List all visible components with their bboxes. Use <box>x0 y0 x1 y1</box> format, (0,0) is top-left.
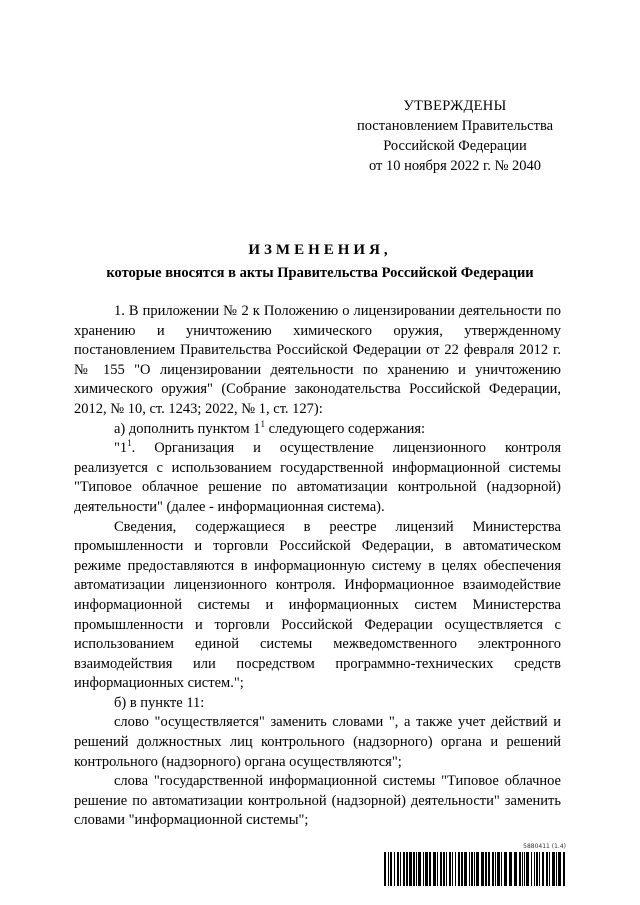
paragraph-1: 1. В приложении № 2 к Положению о лицензировании деятельности по хранению и уничтожению химического оружия, утвержденному постановлением Правительства Российской Федерации от 22 февраля 2012 г. № 155 "О лицензировании деятельности по хранению и уничтожению химического оружия" (Собрание законодательства Российской Федерации, 2012, № 10, ст. 1243; 2022, № 1, ст. 127): <box>74 303 561 417</box>
paragraph-5: б) в пункте 11: <box>114 694 205 711</box>
paragraph-3-text-a: "1 <box>114 440 128 457</box>
approval-line-1: постановлением Правительства <box>356 118 554 134</box>
barcode-stripe <box>492 852 494 886</box>
barcode-stripe <box>495 852 496 886</box>
paragraph-3 <box>74 439 561 517</box>
barcode-stripe <box>563 852 565 886</box>
barcode-stripe <box>400 852 401 886</box>
barcode-stripe <box>488 852 490 886</box>
approval-line-3: от 10 ноября 2022 г. № 2040 <box>368 158 542 174</box>
paragraph-2-superscript: 1 <box>260 418 265 429</box>
barcode-stripe <box>476 852 479 886</box>
barcode-stripe <box>501 852 502 886</box>
barcode-stripe <box>416 852 417 886</box>
approval-title: УТВЕРЖДЕНЫ <box>403 98 507 114</box>
paragraph-4: Сведения, содержащиеся в реестре лицензий Министерства промышленности и торговли Российской Федерации, в автоматическом режиме предоставляются в информационную систему в целях обеспечения автоматизации лицензионного контроля. Информационное взаимодействие информационной системы и информационных систем Министерства промышленности и торговли Российской Федерации осуществляется с использованием единой системы межведомственного электронного взаимодействия или посредством программно-технических средств информационных систем."; <box>74 518 561 692</box>
barcode-stripe <box>429 852 431 886</box>
barcode-image <box>384 852 566 886</box>
barcode-stripe <box>531 852 532 886</box>
barcode-stripe <box>464 852 467 886</box>
barcode-stripe <box>388 852 389 886</box>
barcode-stripe <box>425 852 428 886</box>
barcode-stripe <box>504 852 507 886</box>
barcode-stripe <box>471 852 473 886</box>
paragraph-6: слово "осуществляется" заменить словами ", а также учет действий и решений должностных лиц контрольного (надзорного) органа и решений контрольного (надзорного) органа осуществляются"; <box>74 714 561 770</box>
approval-block <box>340 96 570 176</box>
barcode-stripe <box>536 852 538 886</box>
barcode-stripe <box>440 852 442 886</box>
barcode-stripe <box>423 852 424 886</box>
barcode-stripe <box>403 852 405 886</box>
barcode-stripe <box>552 852 555 886</box>
barcode-stripe <box>485 852 487 886</box>
barcode-stripe <box>397 852 399 886</box>
barcode-stripe <box>418 852 421 886</box>
barcode-stripe <box>509 852 512 886</box>
barcode-block <box>384 843 566 889</box>
barcode-stripe <box>433 852 436 886</box>
barcode-stripe <box>556 852 557 886</box>
barcode-stripe <box>526 852 529 886</box>
paragraph-2-text-b: следующего содержания: <box>264 420 426 437</box>
barcode-stripe <box>519 852 521 886</box>
barcode-stripe <box>390 852 392 886</box>
barcode-stripe <box>481 852 484 886</box>
barcode-stripe <box>452 852 453 886</box>
barcode-stripe <box>409 852 412 886</box>
paragraph-3-superscript: 1 <box>127 438 132 449</box>
document-title: ИЗМЕНЕНИЯ, <box>248 242 392 258</box>
barcode-stripe <box>558 852 561 886</box>
barcode-stripe <box>542 852 544 886</box>
barcode-stripe <box>449 852 451 886</box>
barcode-stripe <box>443 852 445 886</box>
paragraph-7: слова "государственной информационной системы "Типовое облачное решение по автоматизации контрольной (надзорной) деятельности" заменить словами "информационной системы"; <box>74 773 561 829</box>
barcode-stripe <box>549 852 550 886</box>
paragraph-2-text-a: а) дополнить пунктом 1 <box>114 420 261 437</box>
document-body <box>74 302 561 831</box>
barcode-stripe <box>461 852 463 886</box>
paragraph-3-text-b: . Организация и осуществление лицензионного контроля реализуется с использованием государственной информационной системы "Типовое облачное решение по автоматизации контрольной (надзорной) деятельности" (далее - информационная система). <box>74 440 561 515</box>
barcode-stripe <box>458 852 460 886</box>
barcode-stripe <box>524 852 525 886</box>
barcode-stripe <box>539 852 540 886</box>
document-subtitle: которые вносятся в акты Правительства Российской Федерации <box>106 265 534 281</box>
barcode-stripe <box>497 852 500 886</box>
barcode-stripe <box>469 852 470 886</box>
barcode-stripe <box>546 852 548 886</box>
paragraph-2 <box>74 420 561 440</box>
barcode-stripe <box>394 852 395 886</box>
barcode-stripe <box>534 852 535 886</box>
barcode-stripe <box>406 852 408 886</box>
barcode-stripe <box>384 852 386 886</box>
barcode-stripe <box>446 852 447 886</box>
barcode-stripe <box>474 852 475 886</box>
barcode-stripe <box>514 852 517 886</box>
barcode-stripe <box>522 852 523 886</box>
approval-line-2: Российской Федерации <box>383 138 527 154</box>
barcode-stripe <box>437 852 438 886</box>
barcode-label: 5880411 (1.4) <box>523 843 566 850</box>
barcode-stripe <box>455 852 456 886</box>
barcode-stripe <box>413 852 415 886</box>
